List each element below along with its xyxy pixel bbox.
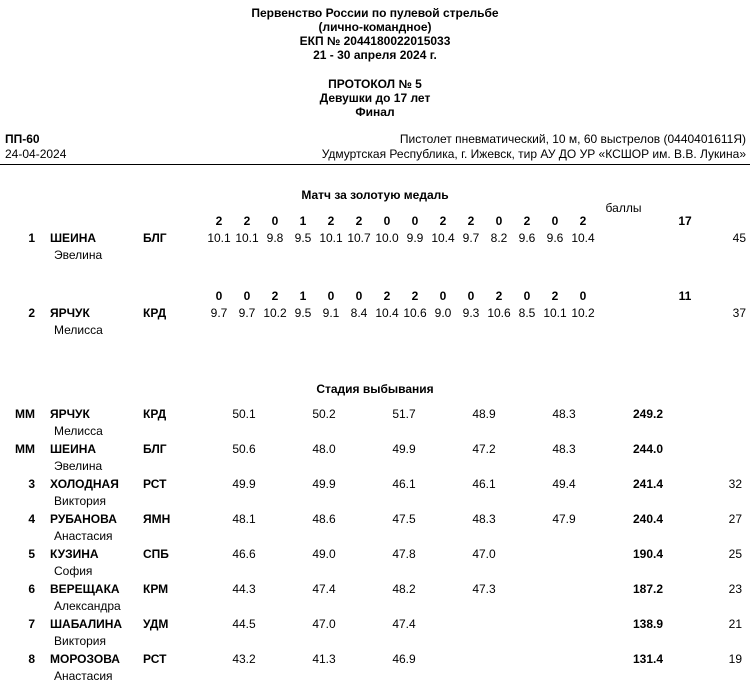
shot-value: 9.3 [462,307,480,320]
series-value: 48.3 [552,408,576,421]
shot-points-row [0,290,750,307]
series-value [524,653,604,670]
shot-point: 2 [271,290,279,303]
series-value [524,548,604,565]
competitor-last-name: КУЗИНА [50,548,99,561]
shot-value: 9.7 [210,307,228,320]
competitor-rank: 6 [28,583,35,596]
series-value: 46.6 [232,548,256,561]
shot-point: 2 [439,215,447,228]
competitor-rank: 3 [28,478,35,491]
series-value: 48.1 [232,513,256,526]
rank-points: 19 [728,653,742,666]
competitor-rank: 1 [28,232,35,245]
competitor-first-name: Мелисса [54,324,103,337]
series-value: 48.6 [312,513,336,526]
competitor-first-name: Виктория [54,495,107,508]
shot-point: 2 [551,290,559,303]
first-name-row [0,635,750,653]
shot-point: 0 [383,215,391,228]
rank-points [692,408,750,425]
first-name-row [0,565,750,583]
shot-value: 10.4 [375,307,399,320]
series-value: 49.9 [312,478,336,491]
shot-point: 0 [411,215,419,228]
competitor-first-name: Анастасия [54,670,113,683]
first-name-row [0,530,750,548]
shot-value: 9.6 [546,232,564,245]
series-value [524,618,604,635]
first-name-row [0,324,750,341]
shot-value: 10.1 [235,232,259,245]
competitor-first-name: София [54,565,93,578]
competitor-last-name: ХОЛОДНАЯ [50,478,119,491]
shot-value: 10.6 [487,307,511,320]
competitor-rank: ММ [15,443,35,456]
shot-value: 9.5 [294,232,312,245]
competition-dates: 21 - 30 апреля 2024 г. [313,48,437,62]
rank-points: 21 [728,618,742,631]
shot-value: 10.4 [571,232,595,245]
points-header-row [0,202,750,215]
elimination-row [0,583,750,600]
competitor-last-name: ШЕИНА [50,443,97,456]
total-score: 131.4 [632,653,664,666]
ekp-number: ЕКП № 2044180022015033 [299,34,451,48]
series-value [444,653,524,670]
series-value: 44.5 [232,618,256,631]
total-score: 249.2 [632,408,664,421]
shot-point: 0 [355,290,363,303]
shot-value: 9.7 [238,307,256,320]
shot-value: 8.4 [350,307,368,320]
stage-title: Финал [355,105,395,119]
series-value: 49.4 [552,478,576,491]
shot-point: 0 [439,290,447,303]
venue-name: Удмуртская Республика, г. Ижевск, тир АУ ДО УР «КСШОР им. В.В. Лукина» [321,147,746,161]
shot-value: 8.2 [490,232,508,245]
shot-value: 9.8 [266,232,284,245]
shot-points-row [0,215,750,232]
elimination-table [0,408,750,684]
protocol-number: ПРОТОКОЛ № 5 [328,77,422,91]
total-score: 138.9 [632,618,664,631]
competitor-rank: ММ [15,408,35,421]
series-value: 46.1 [472,478,496,491]
shot-point: 0 [215,290,223,303]
series-value: 50.6 [232,443,256,456]
competitor-last-name: ШЕИНА [50,232,97,245]
competitor-rank: 5 [28,548,35,561]
category-title: Девушки до 17 лет [319,91,431,105]
series-value: 47.3 [472,583,496,596]
event-info-left [5,132,66,162]
protocol-header [0,77,750,119]
elimination-row [0,653,750,670]
shot-point: 2 [355,215,363,228]
competitor-row [0,307,750,324]
first-name-row [0,425,750,443]
shot-point: 2 [411,290,419,303]
competitor-region: УДМ [143,618,169,631]
competitor-region: КРД [143,307,167,320]
shot-point: 0 [523,290,531,303]
match-points-total: 17 [678,215,692,228]
series-value: 43.2 [232,653,256,666]
shot-value: 10.7 [347,232,371,245]
competitor-rank: 8 [28,653,35,666]
series-value: 47.5 [392,513,416,526]
competitor-rank: 4 [28,513,35,526]
elimination-row [0,548,750,565]
shot-point: 2 [215,215,223,228]
shot-point: 2 [495,290,503,303]
gold-match-title: Матч за золотую медаль [301,188,449,202]
first-name-row [0,670,750,684]
competitor-region: КРД [143,408,167,421]
shot-value: 10.1 [319,232,343,245]
final-score: 45 [732,232,746,245]
series-value: 48.3 [552,443,576,456]
elimination-row [0,618,750,635]
series-value: 47.4 [312,583,336,596]
competition-title: Первенство России по пулевой стрельбе [251,6,499,20]
event-info-right [322,132,746,162]
rank-points: 25 [728,548,742,561]
competitor-first-name: Александра [54,600,121,613]
series-value: 50.1 [232,408,256,421]
shot-value: 10.2 [263,307,287,320]
shot-value: 10.2 [571,307,595,320]
shot-value: 10.4 [431,232,455,245]
series-value: 47.0 [472,548,496,561]
series-value [444,618,524,635]
series-value: 47.4 [392,618,416,631]
shot-value: 9.9 [406,232,424,245]
shot-value: 10.0 [375,232,399,245]
shot-point: 0 [327,290,335,303]
shot-point: 0 [243,290,251,303]
rank-points [692,443,750,460]
shot-value: 10.1 [207,232,231,245]
event-info-bar [0,132,750,165]
final-score: 37 [732,307,746,320]
rank-points: 27 [728,513,742,526]
competitor-rank: 7 [28,618,35,631]
first-name-row [0,460,750,478]
shot-point: 1 [299,290,307,303]
shot-value: 10.1 [543,307,567,320]
series-value: 41.3 [312,653,336,666]
shot-value: 10.6 [403,307,427,320]
rank-points: 32 [728,478,742,491]
competitor-first-name: Виктория [54,635,107,648]
series-value: 48.0 [312,443,336,456]
series-value: 48.9 [472,408,496,421]
series-value: 46.9 [392,653,416,666]
first-name-row [0,495,750,513]
competitor-last-name: ВЕРЕЩАКА [50,583,120,596]
shot-point: 0 [271,215,279,228]
elimination-row [0,513,750,530]
shot-value: 9.0 [434,307,452,320]
competitor-last-name: ЯРЧУК [50,408,90,421]
event-date: 24-04-2024 [5,147,67,161]
shot-value: 8.5 [518,307,536,320]
series-value: 51.7 [392,408,416,421]
total-score: 187.2 [632,583,664,596]
competitor-region: БЛГ [143,443,167,456]
series-value: 46.1 [392,478,416,491]
shot-point: 2 [579,215,587,228]
elimination-row [0,478,750,495]
elimination-row [0,443,750,460]
shot-point: 0 [495,215,503,228]
shot-value: 9.1 [322,307,340,320]
shot-point: 2 [523,215,531,228]
competitor-row [0,232,750,249]
series-value: 47.0 [312,618,336,631]
series-value: 49.9 [232,478,256,491]
shot-value: 9.5 [294,307,312,320]
gold-match-table [0,202,750,341]
first-name-row [0,600,750,618]
first-name-row [0,249,750,266]
competitor-region: БЛГ [143,232,167,245]
discipline-name: Пистолет пневматический, 10 м, 60 выстрелов (0440401611Я) [399,132,746,146]
shot-point: 2 [327,215,335,228]
total-score: 240.4 [632,513,664,526]
competitor-region: СПБ [143,548,169,561]
series-value: 47.8 [392,548,416,561]
shot-value: 9.7 [462,232,480,245]
event-code: ПП-60 [5,132,40,146]
total-score: 190.4 [632,548,664,561]
points-column-header: баллы [605,202,642,215]
shot-point: 2 [467,215,475,228]
total-score: 244.0 [632,443,664,456]
elimination-title: Стадия выбывания [316,382,434,396]
match-points-total: 11 [678,290,692,303]
shot-point: 0 [467,290,475,303]
series-value: 50.2 [312,408,336,421]
elimination-row [0,408,750,425]
shot-value: 9.6 [518,232,536,245]
competitor-last-name: МОРОЗОВА [50,653,120,666]
competitor-region: КРМ [143,583,169,596]
series-value: 47.9 [552,513,576,526]
shot-point: 2 [243,215,251,228]
series-value [524,583,604,600]
competitor-region: РСТ [143,653,167,666]
series-value: 48.2 [392,583,416,596]
competitor-first-name: Мелисса [54,425,103,438]
competitor-last-name: ШАБАЛИНА [50,618,123,631]
document-header [0,0,750,62]
series-value: 48.3 [472,513,496,526]
series-value: 49.9 [392,443,416,456]
series-value: 47.2 [472,443,496,456]
rank-points: 23 [728,583,742,596]
shot-point: 2 [383,290,391,303]
competitor-first-name: Анастасия [54,530,113,543]
shot-point: 0 [579,290,587,303]
competitor-first-name: Эвелина [54,460,103,473]
shot-point: 1 [299,215,307,228]
competitor-region: ЯМН [143,513,171,526]
series-value: 49.0 [312,548,336,561]
competitor-last-name: ЯРЧУК [50,307,90,320]
shot-point: 0 [551,215,559,228]
competitor-first-name: Эвелина [54,249,103,262]
competition-subtitle: (лично-командное) [318,20,432,34]
spacer-row [0,266,750,290]
total-score: 241.4 [632,478,664,491]
competitor-last-name: РУБАНОВА [50,513,117,526]
series-value: 44.3 [232,583,256,596]
competitor-rank: 2 [28,307,35,320]
competitor-region: РСТ [143,478,167,491]
